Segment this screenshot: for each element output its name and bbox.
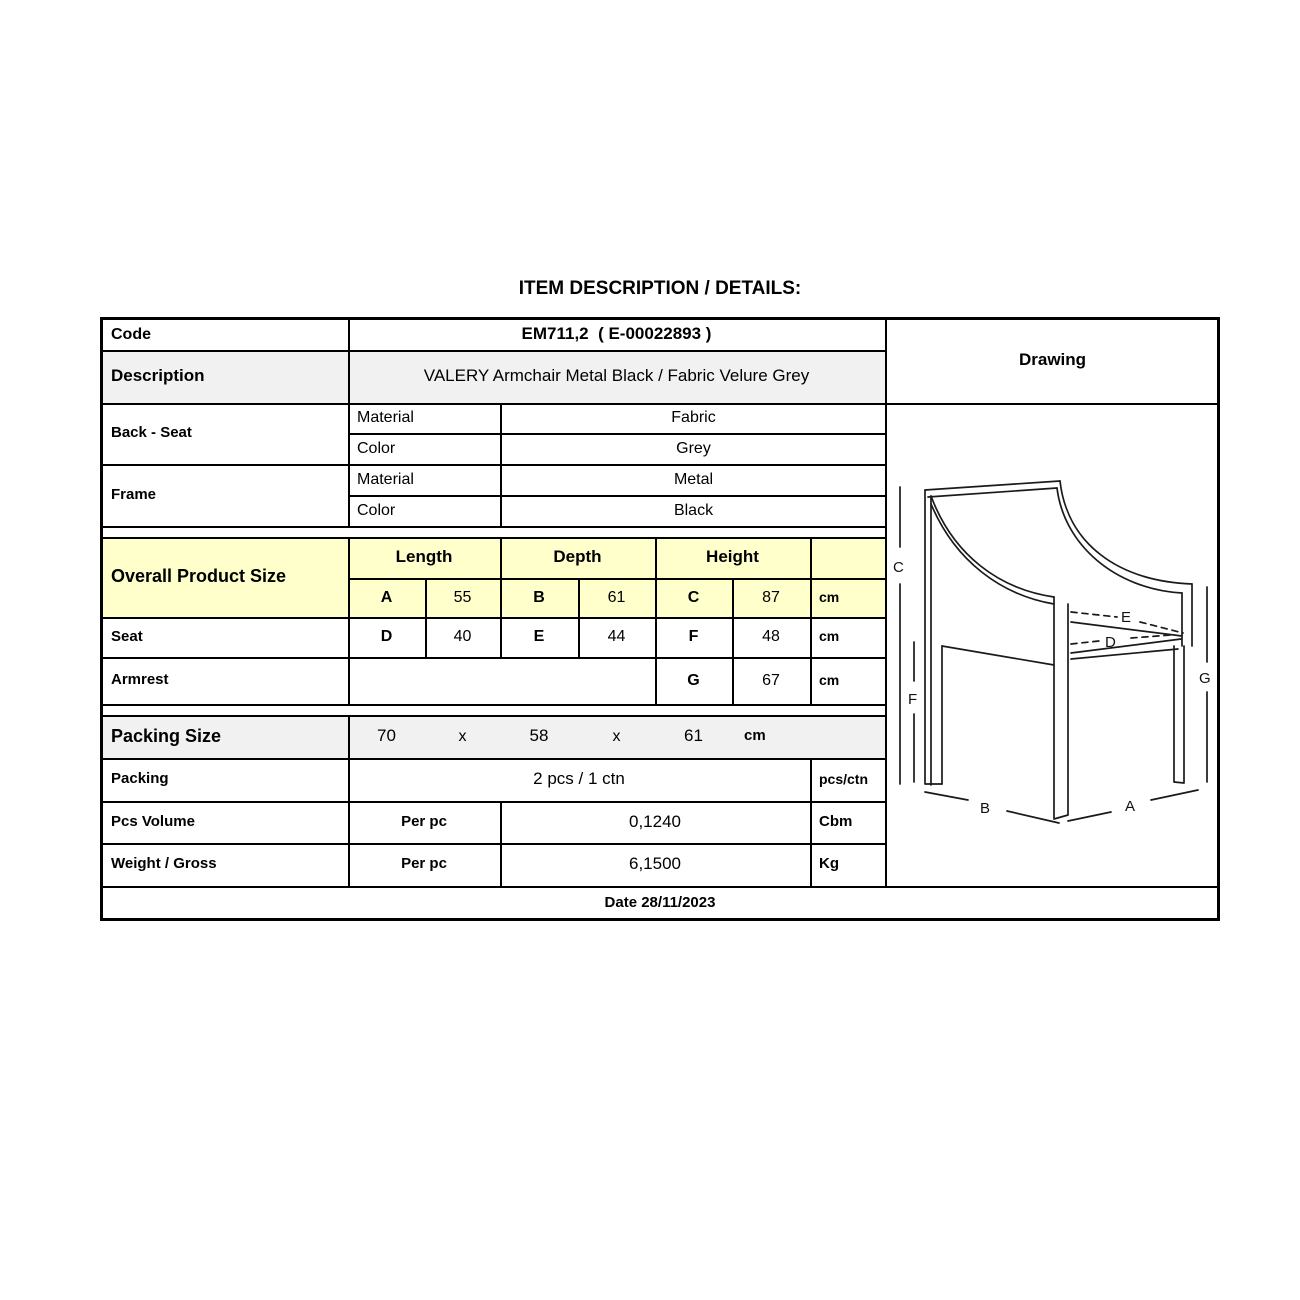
dim-c-value: 87	[762, 588, 780, 606]
weight-gross-unit: Kg	[819, 855, 839, 873]
seat-unit: cm	[819, 628, 840, 645]
back-seat-color-label: Color	[357, 439, 396, 457]
length-header: Length	[395, 547, 453, 567]
packing-label: Packing	[111, 770, 169, 788]
code-label: Code	[111, 325, 151, 343]
dim-a-letter: A	[380, 588, 393, 606]
dim-label-c: C	[893, 559, 904, 576]
frame-label: Frame	[111, 485, 157, 503]
chair-left-rail	[942, 646, 1054, 665]
description-label: Description	[111, 366, 205, 386]
dim-b-letter: B	[533, 588, 545, 606]
chair-left-arm-curve	[931, 496, 1054, 597]
packing-size-width: 58	[529, 726, 549, 746]
dim-d-letter: D	[380, 628, 393, 646]
packing-size-x: x	[458, 727, 467, 745]
dim-c-letter: C	[687, 588, 700, 606]
dim-g-value: 67	[762, 671, 780, 689]
back-seat-material-label: Material	[357, 409, 414, 427]
frame-color-label: Color	[357, 501, 396, 519]
frame-color-value: Black	[673, 501, 714, 519]
weight-gross-label: Weight / Gross	[111, 855, 217, 873]
packing-size-length: 70	[377, 726, 396, 746]
dim-label-e: E	[1121, 609, 1132, 626]
weight-gross-value: 6,1500	[629, 854, 681, 874]
drawing-header: Drawing	[1018, 349, 1087, 369]
overall-size-label: Overall Product Size	[111, 566, 287, 587]
back-seat-label: Back - Seat	[111, 424, 192, 442]
date-value: Date 28/11/2023	[604, 894, 716, 912]
back-seat-color-value: Grey	[676, 439, 711, 457]
dim-label-f: F	[908, 691, 918, 708]
dim-label-a: A	[1125, 798, 1136, 815]
pcs-volume-value: 0,1240	[629, 811, 681, 831]
height-header: Height	[706, 547, 759, 567]
dim-e-letter: E	[533, 628, 545, 646]
page-title: ITEM DESCRIPTION / DETAILS:	[518, 277, 802, 299]
dim-a-value: 55	[453, 588, 472, 606]
chair-front-leg	[1054, 597, 1068, 819]
packing-size-unit: cm	[744, 727, 766, 745]
pcs-volume-unit: Cbm	[819, 812, 853, 830]
dim-b-value: 61	[607, 588, 626, 606]
frame-material-value: Metal	[673, 470, 714, 488]
dim-label-d: D	[1105, 634, 1116, 651]
armrest-label: Armrest	[111, 671, 169, 689]
dim-f-value: 48	[762, 628, 780, 646]
frame-material-label: Material	[357, 470, 414, 488]
description-value: VALERY Armchair Metal Black / Fabric Velure Grey	[423, 366, 810, 386]
code-value: EM711,2 ( E-00022893 )	[521, 324, 712, 344]
packing-size-height: 61	[684, 726, 703, 746]
packing-value: 2 pcs / 1 ctn	[533, 769, 625, 789]
pcs-volume-per: Per pc	[401, 812, 447, 830]
packing-unit: pcs/ctn	[819, 770, 869, 787]
chair-left-edge	[925, 490, 942, 785]
dim-g-letter: G	[687, 671, 700, 689]
chair-right-arm-curve	[1060, 481, 1192, 584]
back-seat-material-value: Fabric	[671, 409, 716, 427]
dim-e-value: 44	[607, 628, 626, 646]
armrest-unit: cm	[819, 671, 840, 688]
chair-right-post	[1182, 584, 1192, 646]
dim-label-g: G	[1199, 670, 1211, 687]
dim-label-b: B	[980, 800, 991, 817]
chair-right-leg	[1174, 646, 1184, 783]
dim-line-b	[925, 792, 1059, 823]
chair-drawing	[887, 403, 1220, 886]
grid-line	[100, 526, 885, 528]
pcs-volume-label: Pcs Volume	[111, 812, 195, 830]
seat-label: Seat	[111, 627, 143, 645]
grid-line	[100, 704, 885, 706]
dim-d-value: 40	[453, 628, 472, 646]
packing-size-label: Packing Size	[111, 725, 222, 746]
chair-back-top	[925, 481, 1060, 497]
depth-header: Depth	[553, 547, 602, 567]
overall-unit: cm	[819, 588, 840, 605]
packing-size-x: x	[612, 727, 621, 745]
dim-f-letter: F	[688, 628, 699, 646]
weight-gross-per: Per pc	[401, 855, 447, 873]
